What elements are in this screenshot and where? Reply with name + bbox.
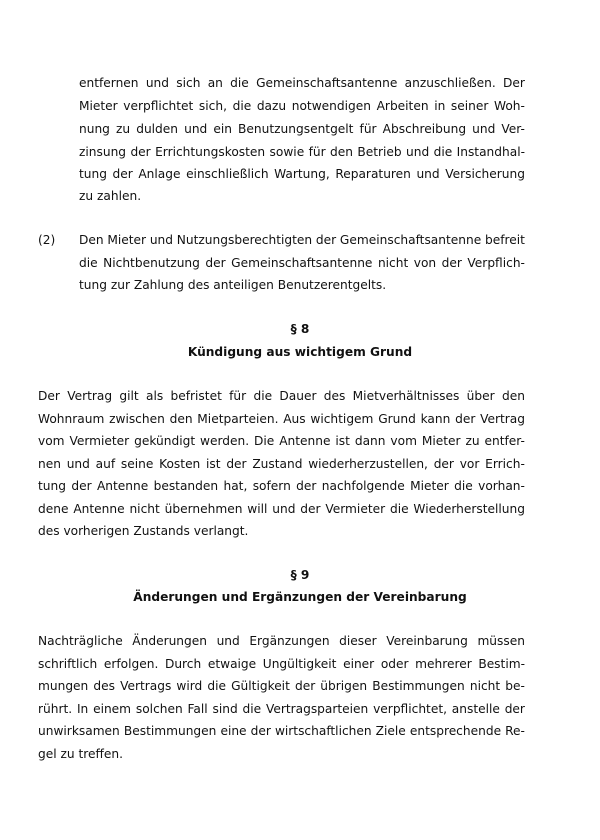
- section8-line: des vorherigen Zustands verlangt.: [38, 524, 249, 538]
- section8-line: dene Antenne nicht übernehmen will und der Vermieter die Wiederherstellung: [38, 502, 525, 516]
- continuation-line: zinsung der Errichtungskosten sowie für den Betrieb und die Instandhal-: [79, 145, 525, 159]
- continuation-line: Mieter verpflichtet sich, die dazu notwendigen Arbeiten in seiner Woh-: [79, 99, 525, 113]
- section8-line: nen und auf seine Kosten ist der Zustand wiederherzustellen, der vor Errich-: [38, 457, 525, 471]
- section8-line: tung der Antenne bestanden hat, sofern der nachfolgende Mieter die vorhan-: [38, 479, 525, 493]
- continuation-line: nung zu dulden und ein Benutzungsentgelt für Abschreibung und Ver-: [79, 122, 525, 136]
- item2-line: Den Mieter und Nutzungsberechtigten der Gemeinschaftsantenne befreit: [79, 233, 525, 247]
- section9-line: unwirksamen Bestimmungen eine der wirtschaftlichen Ziele entsprechende Re-: [38, 724, 525, 738]
- section-title: Änderungen und Ergänzungen der Vereinbarung: [133, 590, 467, 604]
- section9-line: gel zu treffen.: [38, 747, 124, 761]
- item-number: (2): [38, 233, 56, 247]
- section9-line: mungen des Vertrags wird die Gültigkeit der übrigen Bestimmungen nicht be-: [38, 679, 525, 693]
- continuation-line: zu zahlen.: [79, 189, 142, 203]
- section9-line: Nachträgliche Änderungen und Ergänzungen dieser Vereinbarung müssen: [38, 634, 525, 648]
- continuation-line: tung der Anlage einschließlich Wartung, Reparaturen und Versicherung: [79, 167, 525, 181]
- section-title: Kündigung aus wichtigem Grund: [187, 345, 413, 359]
- item2-line: die Nichtbenutzung der Gemeinschaftsantenne nicht von der Verpflich-: [79, 256, 525, 270]
- section8-line: Wohnraum zwischen den Mietparteien. Aus wichtigem Grund kann der Vertrag: [38, 412, 525, 426]
- item2-line: tung zur Zahlung des anteiligen Benutzerentgelts.: [79, 278, 387, 292]
- section-number: § 9: [290, 568, 310, 582]
- section-number: § 8: [290, 322, 310, 336]
- section9-line: schriftlich erfolgen. Durch etwaige Ungültigkeit einer oder mehrerer Bestim-: [38, 657, 525, 671]
- section8-line: Der Vertrag gilt als befristet für die Dauer des Mietverhältnisses über den: [38, 389, 525, 403]
- continuation-line: entfernen und sich an die Gemeinschaftsantenne anzuschließen. Der: [79, 76, 525, 90]
- section8-line: vom Vermieter gekündigt werden. Die Antenne ist dann vom Mieter zu entfer-: [38, 434, 525, 448]
- section9-line: rührt. In einem solchen Fall sind die Vertragsparteien verpflichtet, anstelle der: [38, 702, 525, 716]
